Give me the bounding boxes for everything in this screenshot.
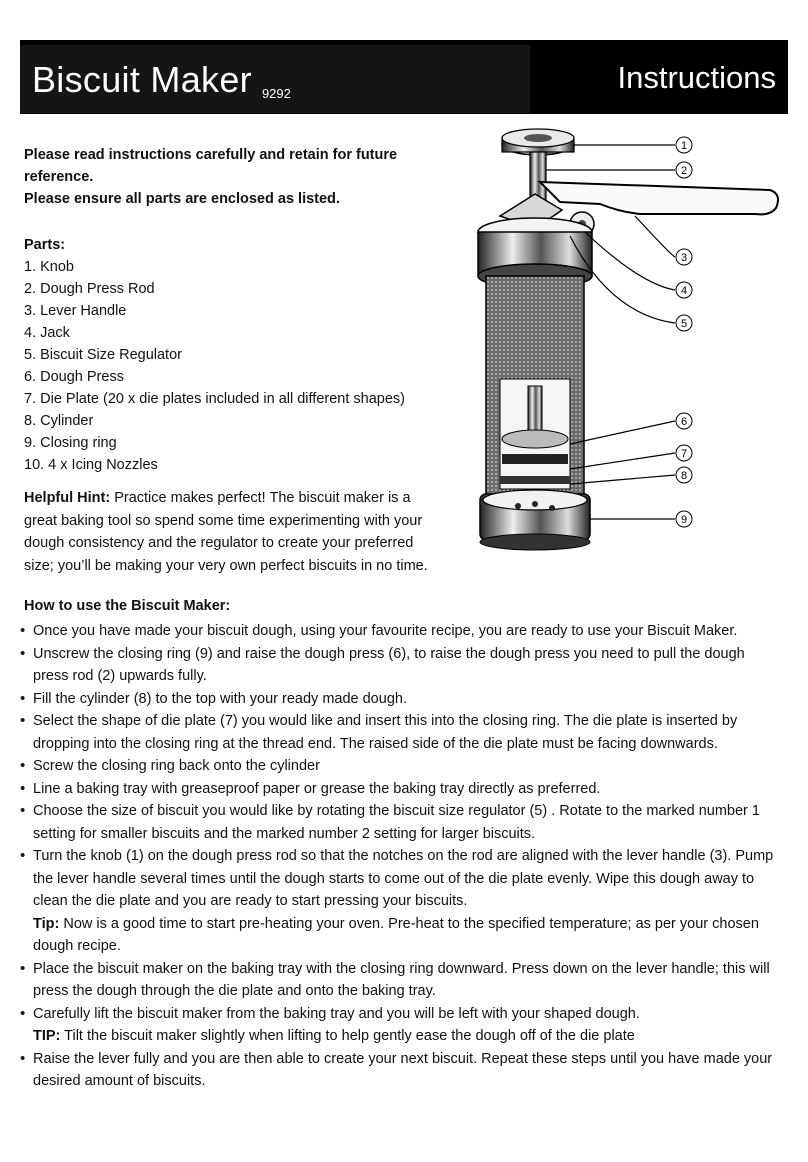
parts-list	[24, 256, 405, 476]
tip-text: Tilt the biscuit maker slightly when lifting to help gently ease the dough off of the die plate	[60, 1028, 635, 1044]
cylinder-part	[486, 276, 584, 496]
model-number: 9292	[261, 86, 291, 101]
list-item	[20, 755, 780, 778]
step-text: Select the shape of die plate (7) you would like and insert this into the closing ring. The die plate is inserted by dropping into the closing ring at the thread end. The raised side of the die plate must be facing downwards.	[33, 713, 738, 752]
list-item: 5. Biscuit Size Regulator	[24, 347, 182, 363]
list-item: 3. Lever Handle	[24, 303, 127, 319]
header-bar	[20, 40, 788, 114]
callout-number: 3	[680, 252, 688, 264]
list-item	[20, 1048, 780, 1093]
callout-number: 6	[680, 416, 688, 428]
tip-text: Now is a good time to start pre-heating your oven. Pre-heat to the specified temperature; as per your chosen dough recipe.	[33, 915, 759, 954]
step-text: Turn the knob (1) on the dough press rod so that the notches on the rod are aligned with the lever handle (3). Pump the lever handle several times until the dough starts to come out of the die plate evenly. Wipe this dough away to clean the die plate and you are ready to start pressing your biscuits.	[33, 848, 774, 909]
hint-text: Practice makes perfect! The biscuit maker is a great baking tool so spend some time experimenting with your dough consistency and the regulator to create your preferred size; you’ll be making your very own perfect biscuits in no time.	[24, 490, 428, 574]
callout-number: 1	[680, 140, 688, 152]
list-item: 4. Jack	[24, 325, 70, 341]
step-text: Screw the closing ring back onto the cylinder	[33, 758, 320, 774]
list-item	[20, 643, 780, 688]
parts-heading: Parts:	[24, 237, 66, 253]
biscuit-maker-diagram	[470, 124, 790, 564]
steps-list	[20, 620, 780, 1093]
step-text: Place the biscuit maker on the baking tray with the closing ring downward. Press down on the lever handle; this will press the dough through the die plate and onto the baking tray.	[33, 960, 770, 999]
callout-number: 9	[680, 514, 688, 526]
tip-label: Tip:	[33, 915, 60, 932]
hint-label: Helpful Hint:	[24, 490, 111, 506]
callout-number: 5	[680, 318, 688, 330]
instructions-label: Instructions	[617, 60, 776, 95]
list-item	[20, 710, 780, 755]
intro-line-1: Please read instructions carefully and retain for future reference.	[24, 147, 398, 185]
title-text: Biscuit Maker	[32, 59, 252, 100]
list-item: 9. Closing ring	[24, 435, 117, 451]
step-text: Fill the cylinder (8) to the top with your ready made dough.	[33, 690, 407, 707]
list-item	[20, 1003, 780, 1048]
list-item	[20, 620, 780, 643]
intro-line-2: Please ensure all parts are enclosed as listed.	[24, 191, 340, 207]
step-text: Line a baking tray with greaseproof paper or grease the baking tray directly as preferred.	[33, 780, 601, 797]
knob-part	[502, 129, 574, 155]
list-item: 8. Cylinder	[24, 413, 94, 429]
callout-number: 2	[680, 165, 688, 177]
list-item: 7. Die Plate (20 x die plates included in all different shapes)	[24, 391, 405, 407]
list-item	[20, 958, 780, 1003]
list-item	[20, 845, 780, 958]
list-item: 10. 4 x Icing Nozzles	[24, 457, 158, 473]
step-text: Raise the lever fully and you are then able to create your next biscuit. Repeat these steps until you have made your desired amount of biscuits.	[33, 1050, 773, 1089]
closing-ring-part	[480, 490, 590, 550]
list-item	[20, 800, 780, 845]
tip-note	[33, 913, 780, 958]
header-title-panel	[20, 45, 530, 113]
lever-handle-part	[540, 182, 778, 214]
step-text: Carefully lift the biscuit maker from the baking tray and you will be left with your shaped dough.	[33, 1005, 640, 1022]
step-text: Choose the size of biscuit you would like by rotating the biscuit size regulator (5) . Rotate to the marked number 1 setting for smaller biscuits and the marked number 2 setting for larger biscuits.	[33, 803, 760, 842]
list-item: 2. Dough Press Rod	[24, 281, 155, 297]
list-item: 1. Knob	[24, 259, 74, 275]
helpful-hint	[24, 487, 444, 577]
tip-note	[33, 1025, 780, 1048]
intro-notice	[24, 144, 424, 210]
callout-number: 7	[680, 448, 688, 460]
callout-number: 8	[680, 470, 688, 482]
step-text: Once you have made your biscuit dough, using your favourite recipe, you are ready to use your Biscuit Maker.	[33, 623, 738, 639]
howto-heading: How to use the Biscuit Maker:	[24, 598, 231, 614]
tip-label: TIP:	[33, 1028, 61, 1044]
page-title	[32, 59, 291, 101]
step-text: Unscrew the closing ring (9) and raise the dough press (6), to raise the dough press you need to pull the dough press rod (2) upwards fully.	[33, 645, 745, 684]
callout-number: 4	[680, 285, 688, 297]
list-item	[20, 778, 780, 801]
list-item: 6. Dough Press	[24, 369, 124, 385]
list-item	[20, 688, 780, 711]
